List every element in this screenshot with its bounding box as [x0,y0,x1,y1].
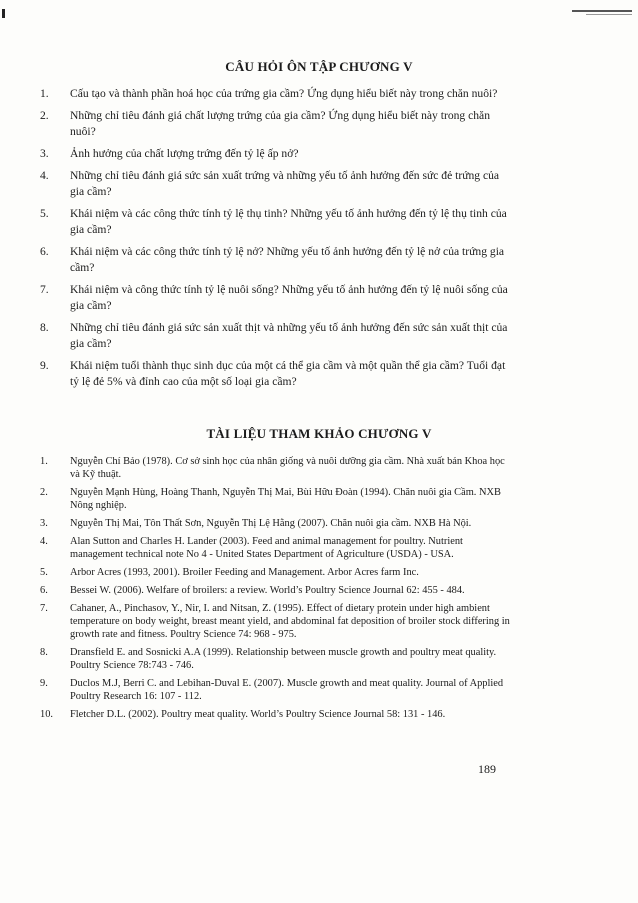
reference-item-text: Dransfield E. and Sosnicki A.A (1999). Relationship between muscle growth and poultry meat quality. Poultry Science 78:743 - 746. [70,647,497,671]
question-item-text: Ảnh hưởng của chất lượng trứng đến tỷ lệ ấp nở? [70,147,299,160]
reference-item [40,708,510,721]
reference-item-number: 8. [40,647,48,658]
references-title: TÀI LIỆU THAM KHẢO CHƯƠNG V [206,426,432,441]
reference-item [40,535,510,561]
question-item-text: Những chỉ tiêu đánh giá chất lượng trứng của gia cầm? Ứng dụng hiểu biết này trong chăn nuôi? [70,109,490,138]
reference-item [40,602,510,641]
question-item [40,86,510,102]
reference-item-number: 6. [40,585,48,596]
question-item-text: Những chỉ tiêu đánh giá sức sản xuất thịt và những yếu tố ảnh hưởng đến sức sản xuất thịt của gia cầm? [70,321,508,350]
question-item-text: Khái niệm và các công thức tính tỷ lệ nở? Những yếu tố ảnh hưởng đến tỷ lệ nở của trứng gia cầm? [70,245,505,274]
question-item [40,108,510,140]
question-item-number: 3. [40,147,49,160]
reference-item-text: Fletcher D.L. (2002). Poultry meat quality. World’s Poultry Science Journal 58: 131 - 146. [70,709,446,720]
question-item [40,206,510,238]
reference-item-number: 4. [40,536,48,547]
questions-list [40,86,510,396]
question-item [40,168,510,200]
reference-item-number: 3. [40,518,48,529]
reference-item [40,455,510,481]
scan-artifact-line [572,10,632,12]
reference-item-number: 1. [40,456,48,467]
reference-item-text: Bessei W. (2006). Welfare of broilers: a review. World’s Poultry Science Journal 62: 455 - 484. [70,585,465,596]
question-item-number: 4. [40,169,49,182]
reference-item [40,486,510,512]
reference-item-text: Duclos M.J, Berri C. and Lebihan-Duval E. (2007). Muscle growth and meat quality. Journal of Applied Poultry Research 16: 107 - 112. [70,678,504,702]
question-item [40,146,510,162]
question-item-number: 7. [40,283,49,296]
question-item-number: 9. [40,359,49,372]
question-item-text: Khái niệm và các công thức tính tỷ lệ thụ tinh? Những yếu tố ảnh hưởng đến tỷ lệ thụ tinh của gia cầm? [70,207,507,236]
question-item [40,282,510,314]
reference-item [40,677,510,703]
scan-artifact-dot [2,9,5,18]
question-item [40,358,510,390]
reference-item-text: Nguyễn Chí Bảo (1978). Cơ sở sinh học của nhân giống và nuôi dưỡng gia cầm. Nhà xuất bản Khoa học và Kỹ thuật. [70,456,505,480]
reference-item-number: 10. [40,709,53,720]
reference-item [40,646,510,672]
reference-item-text: Alan Sutton and Charles H. Lander (2003). Feed and animal management for poultry. Nutrient management technical note No 4 - United States Department of Agriculture (USDA) - USA. [70,536,463,560]
question-item-text: Những chỉ tiêu đánh giá sức sản xuất trứng và những yếu tố ảnh hưởng đến sức đẻ trứng của gia cầm? [70,169,500,198]
reference-item-number: 9. [40,678,48,689]
reference-item-text: Cahaner, A., Pinchasov, Y., Nir, I. and Nitsan, Z. (1995). Effect of dietary protein under high ambient temperature on body weight, breast meant yield, and abdominal fat deposition of broiler stock differing in growth rate and fitness. Poultry Science 74: 968 - 975. [70,603,510,640]
reference-item [40,566,510,579]
reference-item-number: 2. [40,487,48,498]
reference-item-text: Arbor Acres (1993, 2001). Broiler Feeding and Management. Arbor Acres farm Inc. [70,567,419,578]
reference-item-number: 5. [40,567,48,578]
questions-title: CÂU HỎI ÔN TẬP CHƯƠNG V [225,59,413,74]
question-item-number: 5. [40,207,49,220]
reference-item [40,584,510,597]
question-item [40,320,510,352]
scan-artifact-line-2 [586,14,632,15]
reference-item-number: 7. [40,603,48,614]
question-item [40,244,510,276]
question-item-text: Khái niệm và công thức tính tỷ lệ nuôi sống? Những yếu tố ảnh hưởng đến tỷ lệ nuôi sống của gia cầm? [70,283,508,312]
reference-item-text: Nguyễn Thị Mai, Tôn Thất Sơn, Nguyễn Thị Lệ Hằng (2007). Chăn nuôi gia cầm. NXB Hà Nội. [70,518,472,529]
reference-item-text: Nguyễn Mạnh Hùng, Hoàng Thanh, Nguyễn Thị Mai, Bùi Hữu Đoàn (1994). Chăn nuôi gia Cầm. NXB Nông nghiệp. [70,487,501,511]
question-item-text: Khái niệm tuổi thành thục sinh dục của một cá thể gia cầm và một quần thể gia cầm? Tuổi đạt tỷ lệ đẻ 5% và đỉnh cao của một số loại gia cầm? [70,359,506,388]
page-number: 189 [478,762,496,776]
question-item-number: 2. [40,109,49,122]
question-item-text: Cấu tạo và thành phần hoá học của trứng gia cầm? Ứng dụng hiểu biết này trong chăn nuôi? [70,87,498,100]
question-item-number: 8. [40,321,49,334]
question-item-number: 1. [40,87,49,100]
reference-item [40,517,510,530]
question-item-number: 6. [40,245,49,258]
references-list [40,455,510,726]
